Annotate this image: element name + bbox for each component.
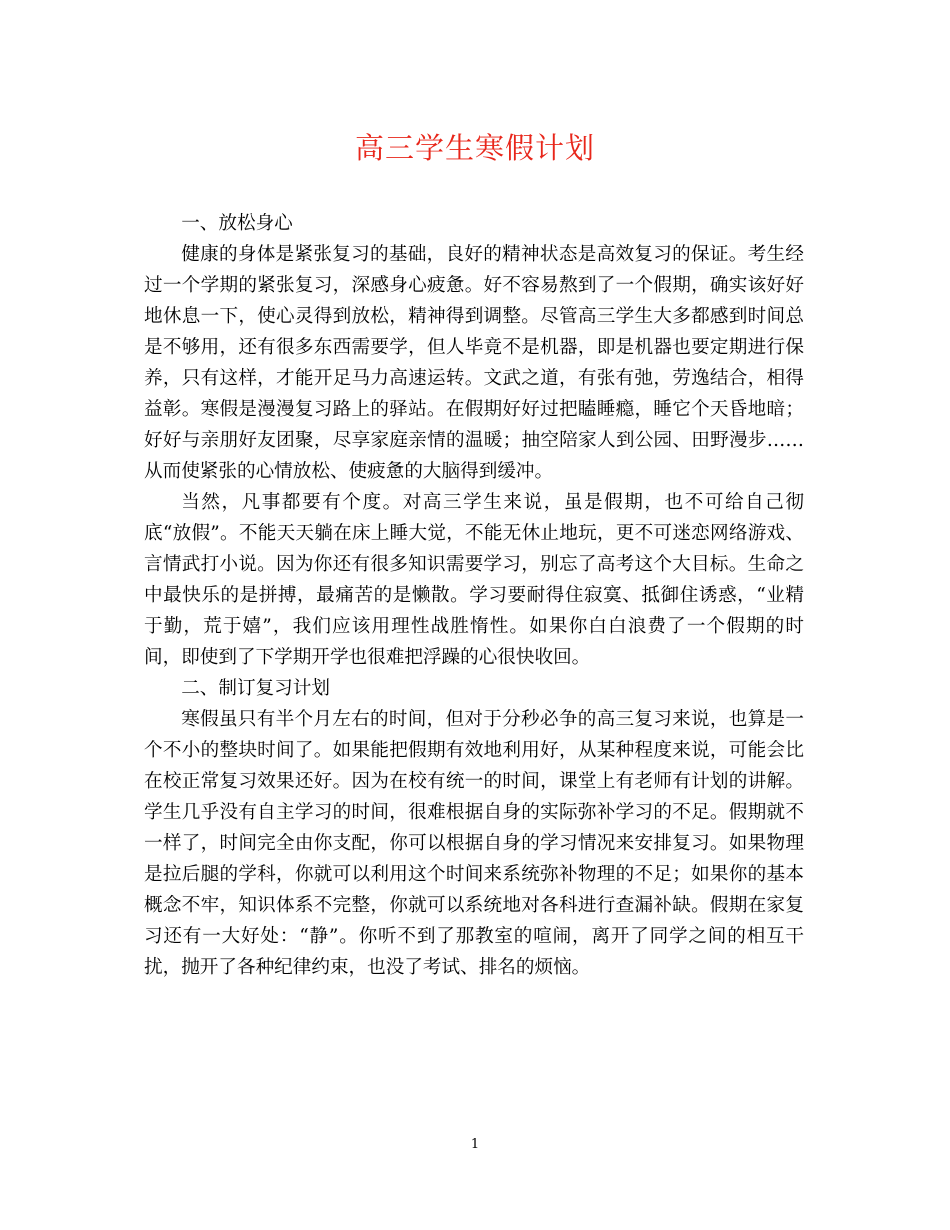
page-number: 1 xyxy=(470,1137,480,1152)
paragraph-plan-1: 寒假虽只有半个月左右的时间，但对于分秒必争的高三复习来说，也算是一个不小的整块时间了。如果能把假期有效地利用好，从某种程度来说，可能会比在校正常复习效果还好。因为在校有统一的时间，课堂上有老师有计划的讲解。学生几乎没有自主学习的时间，很难根据自身的实际弥补学习的不足。假期就不一样了，时间完全由你支配，你可以根据自身的学习情况来安排复习。如果物理是拉后腿的学科，你就可以利用这个时间来系统弥补物理的不足；如果你的基本概念不牢，知识体系不完整，你就可以系统地对各科进行查漏补缺。假期在家复习还有一大好处：“静”。你听不到了那教室的喧闹，离开了同学之间的相互干扰，抛开了各种纪律约束，也没了考试、排名的烦恼。 xyxy=(144,709,804,978)
document-title: 高三学生寒假计划 xyxy=(354,131,595,165)
paragraph-relax-1: 健康的身体是紧张复习的基础，良好的精神状态是高效复习的保证。考生经过一个学期的紧张复习，深感身心疲惫。好不容易熬到了一个假期，确实该好好地休息一下，使心灵得到放松，精神得到调整。尽管高三学生大多都感到时间总是不够用，还有很多东西需要学，但人毕竟不是机器，即是机器也要定期进行保养，只有这样，才能开足马力高速运转。文武之道，有张有弛，劳逸结合，相得益彰。寒假是漫漫复习路上的驿站。在假期好好过把瞌睡瘾，睡它个天昏地暗；好好与亲朋好友团聚，尽享家庭亲情的温暖；抽空陪家人到公园、田野漫步……从而使紧张的心情放松、使疲惫的大脑得到缓冲。 xyxy=(144,244,804,482)
document-body xyxy=(144,208,804,983)
section-heading-plan: 二、制订复习计划 xyxy=(181,678,330,699)
paragraph-relax-2: 当然，凡事都要有个度。对高三学生来说，虽是假期，也不可给自己彻底“放假”。不能天天躺在床上睡大觉，不能无休止地玩，更不可迷恋网络游戏、言情武打小说。因为你还有很多知识需要学习，别忘了高考这个大目标。生命之中最快乐的是拼搏，最痛苦的是懒散。学习要耐得住寂寞、抵御住诱惑，“业精于勤，荒于嬉”，我们应该用理性战胜惰性。如果你白白浪费了一个假期的时间，即使到了下学期开学也很难把浮躁的心很快收回。 xyxy=(144,492,804,668)
section-heading-relax: 一、放松身心 xyxy=(181,213,293,234)
